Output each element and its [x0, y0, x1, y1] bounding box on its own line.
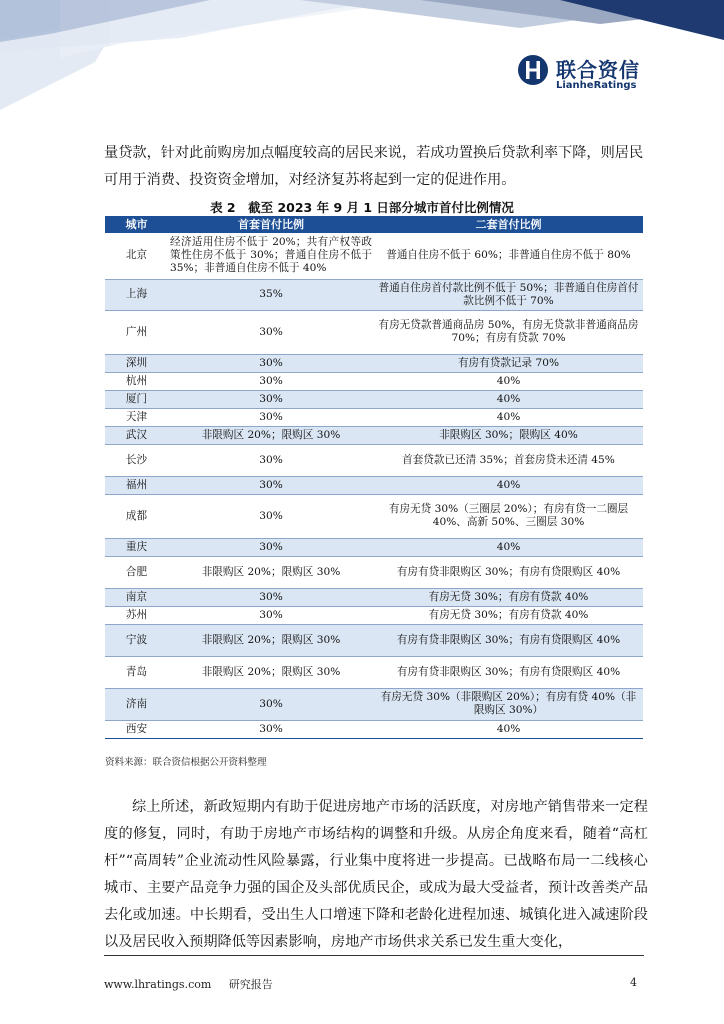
first-home-cell: 30% [168, 408, 374, 426]
table-row [105, 476, 643, 494]
first-home-cell: 30% [168, 588, 374, 606]
city-cell: 北京 [105, 233, 168, 279]
table-row [105, 444, 643, 476]
second-home-cell: 有房无贷 30%；有房有贷款 40% [374, 606, 643, 624]
first-home-cell: 30% [168, 720, 374, 738]
second-home-cell: 有房无贷 30%（非限购区 20%）；有房有贷 40%（非限购区 30%） [374, 688, 643, 720]
city-cell: 济南 [105, 688, 168, 720]
first-home-cell: 30% [168, 688, 374, 720]
second-home-cell: 40% [374, 720, 643, 738]
city-cell: 天津 [105, 408, 168, 426]
table-row [105, 426, 643, 444]
down-payment-table [105, 216, 643, 739]
second-home-cell: 40% [374, 476, 643, 494]
city-cell: 苏州 [105, 606, 168, 624]
second-home-cell: 有房有贷款记录 70% [374, 354, 643, 372]
second-home-cell: 40% [374, 538, 643, 556]
city-cell: 南京 [105, 588, 168, 606]
logo-english-name: LianheRatings [556, 80, 637, 91]
second-home-cell: 首套贷款已还清 35%；首套房贷未还清 45% [374, 444, 643, 476]
first-home-cell: 30% [168, 494, 374, 538]
footer-doc-type: 研究报告 [228, 978, 273, 991]
city-cell: 长沙 [105, 444, 168, 476]
city-cell: 宁波 [105, 624, 168, 656]
lianhe-logo-icon [517, 54, 549, 86]
first-home-cell: 30% [168, 606, 374, 624]
table-row [105, 624, 643, 656]
table-row [105, 354, 643, 372]
second-home-cell: 有房无贷 30%；有房有贷款 40% [374, 588, 643, 606]
city-cell: 厦门 [105, 390, 168, 408]
table-row [105, 538, 643, 556]
first-home-cell: 非限购区 20%；限购区 30% [168, 426, 374, 444]
first-home-cell: 30% [168, 538, 374, 556]
table-caption: 表 2 截至 2023 年 9 月 1 日部分城市首付比例情况 [210, 200, 514, 215]
first-home-cell: 非限购区 20%；限购区 30% [168, 556, 374, 588]
column-header-first-home: 首套首付比例 [168, 216, 374, 233]
second-home-cell: 非限购区 30%；限购区 40% [374, 426, 643, 444]
column-header-city: 城市 [105, 216, 168, 233]
city-cell: 杭州 [105, 372, 168, 390]
second-home-cell: 有房有贷非限购区 30%；有房有贷限购区 40% [374, 624, 643, 656]
city-cell: 成都 [105, 494, 168, 538]
table-row [105, 408, 643, 426]
first-home-cell: 30% [168, 390, 374, 408]
table-row [105, 688, 643, 720]
table-row [105, 372, 643, 390]
logo-chinese-name: 联合资信 [556, 58, 640, 82]
footer-website-link[interactable]: www.lhratings.com [104, 978, 212, 991]
city-cell: 深圳 [105, 354, 168, 372]
city-cell: 重庆 [105, 538, 168, 556]
second-home-cell: 40% [374, 372, 643, 390]
second-home-cell: 40% [374, 390, 643, 408]
first-home-cell: 30% [168, 310, 374, 354]
city-cell: 福州 [105, 476, 168, 494]
first-home-cell: 30% [168, 354, 374, 372]
second-home-cell: 40% [374, 408, 643, 426]
footer-divider [104, 955, 644, 956]
table-header-row [105, 216, 643, 233]
table-row [105, 279, 643, 310]
second-home-cell: 有房有贷非限购区 30%；有房有贷限购区 40% [374, 556, 643, 588]
company-logo [517, 52, 647, 98]
page-number: 4 [630, 976, 637, 989]
second-home-cell: 有房有贷非限购区 30%；有房有贷限购区 40% [374, 656, 643, 688]
first-home-cell: 30% [168, 372, 374, 390]
first-home-cell: 经济适用住房不低于 20%；共有产权等政策性住房不低于 30%；普通自住房不低于 35%；非普通自住房不低于 40% [168, 233, 374, 279]
intro-paragraph: 量贷款，针对此前购房加点幅度较高的居民来说，若成功置换后贷款利率下降，则居民可用于消费、投资资金增加，对经济复苏将起到一定的促进作用。 [104, 145, 644, 188]
second-home-cell: 普通自住房不低于 60%；非普通自住房不低于 80% [374, 233, 643, 279]
column-header-second-home: 二套首付比例 [374, 216, 643, 233]
first-home-cell: 30% [168, 476, 374, 494]
city-cell: 武汉 [105, 426, 168, 444]
city-cell: 上海 [105, 279, 168, 310]
first-home-cell: 非限购区 20%；限购区 30% [168, 656, 374, 688]
table-row [105, 556, 643, 588]
second-home-cell: 有房无贷 30%（三圈层 20%）；有房有贷一二圈层 40%、高新 50%、三圈层 30% [374, 494, 643, 538]
footer-site [104, 976, 273, 992]
table-source-note: 资料来源：联合资信根据公开资料整理 [105, 757, 267, 768]
second-home-cell: 有房无贷款普通商品房 50%，有房无贷款非普通商品房 70%；有房有贷款 70% [374, 310, 643, 354]
first-home-cell: 35% [168, 279, 374, 310]
table-row [105, 656, 643, 688]
table-row [105, 494, 643, 538]
table-row [105, 310, 643, 354]
table-row [105, 233, 643, 279]
second-home-cell: 普通自住房首付款比例不低于 50%；非普通自住房首付款比例不低于 70% [374, 279, 643, 310]
city-cell: 合肥 [105, 556, 168, 588]
table-row [105, 588, 643, 606]
table-row [105, 390, 643, 408]
summary-paragraph: 综上所述，新政短期内有助于促进房地产市场的活跃度，对房地产销售带来一定程度的修复，同时，有助于房地产市场结构的调整和升级。从房企角度来看，随着“高杠杆”“高周转”企业流动性风险暴露，行业集中度将进一步提高。已战略布局一二线核心城市、主要产品竞争力强的国企及头部优质民企，或成为最大受益者，预计改善类产品去化或加速。中长期看，受出生人口增速下降和老龄化进程加速、城镇化进入减速阶段以及居民收入预期降低等因素影响，房地产市场供求关系已发生重大变化， [104, 799, 648, 950]
city-cell: 广州 [105, 310, 168, 354]
first-home-cell: 非限购区 20%；限购区 30% [168, 624, 374, 656]
city-cell: 西安 [105, 720, 168, 738]
first-home-cell: 30% [168, 444, 374, 476]
table-row [105, 606, 643, 624]
table-row [105, 720, 643, 738]
city-cell: 青岛 [105, 656, 168, 688]
